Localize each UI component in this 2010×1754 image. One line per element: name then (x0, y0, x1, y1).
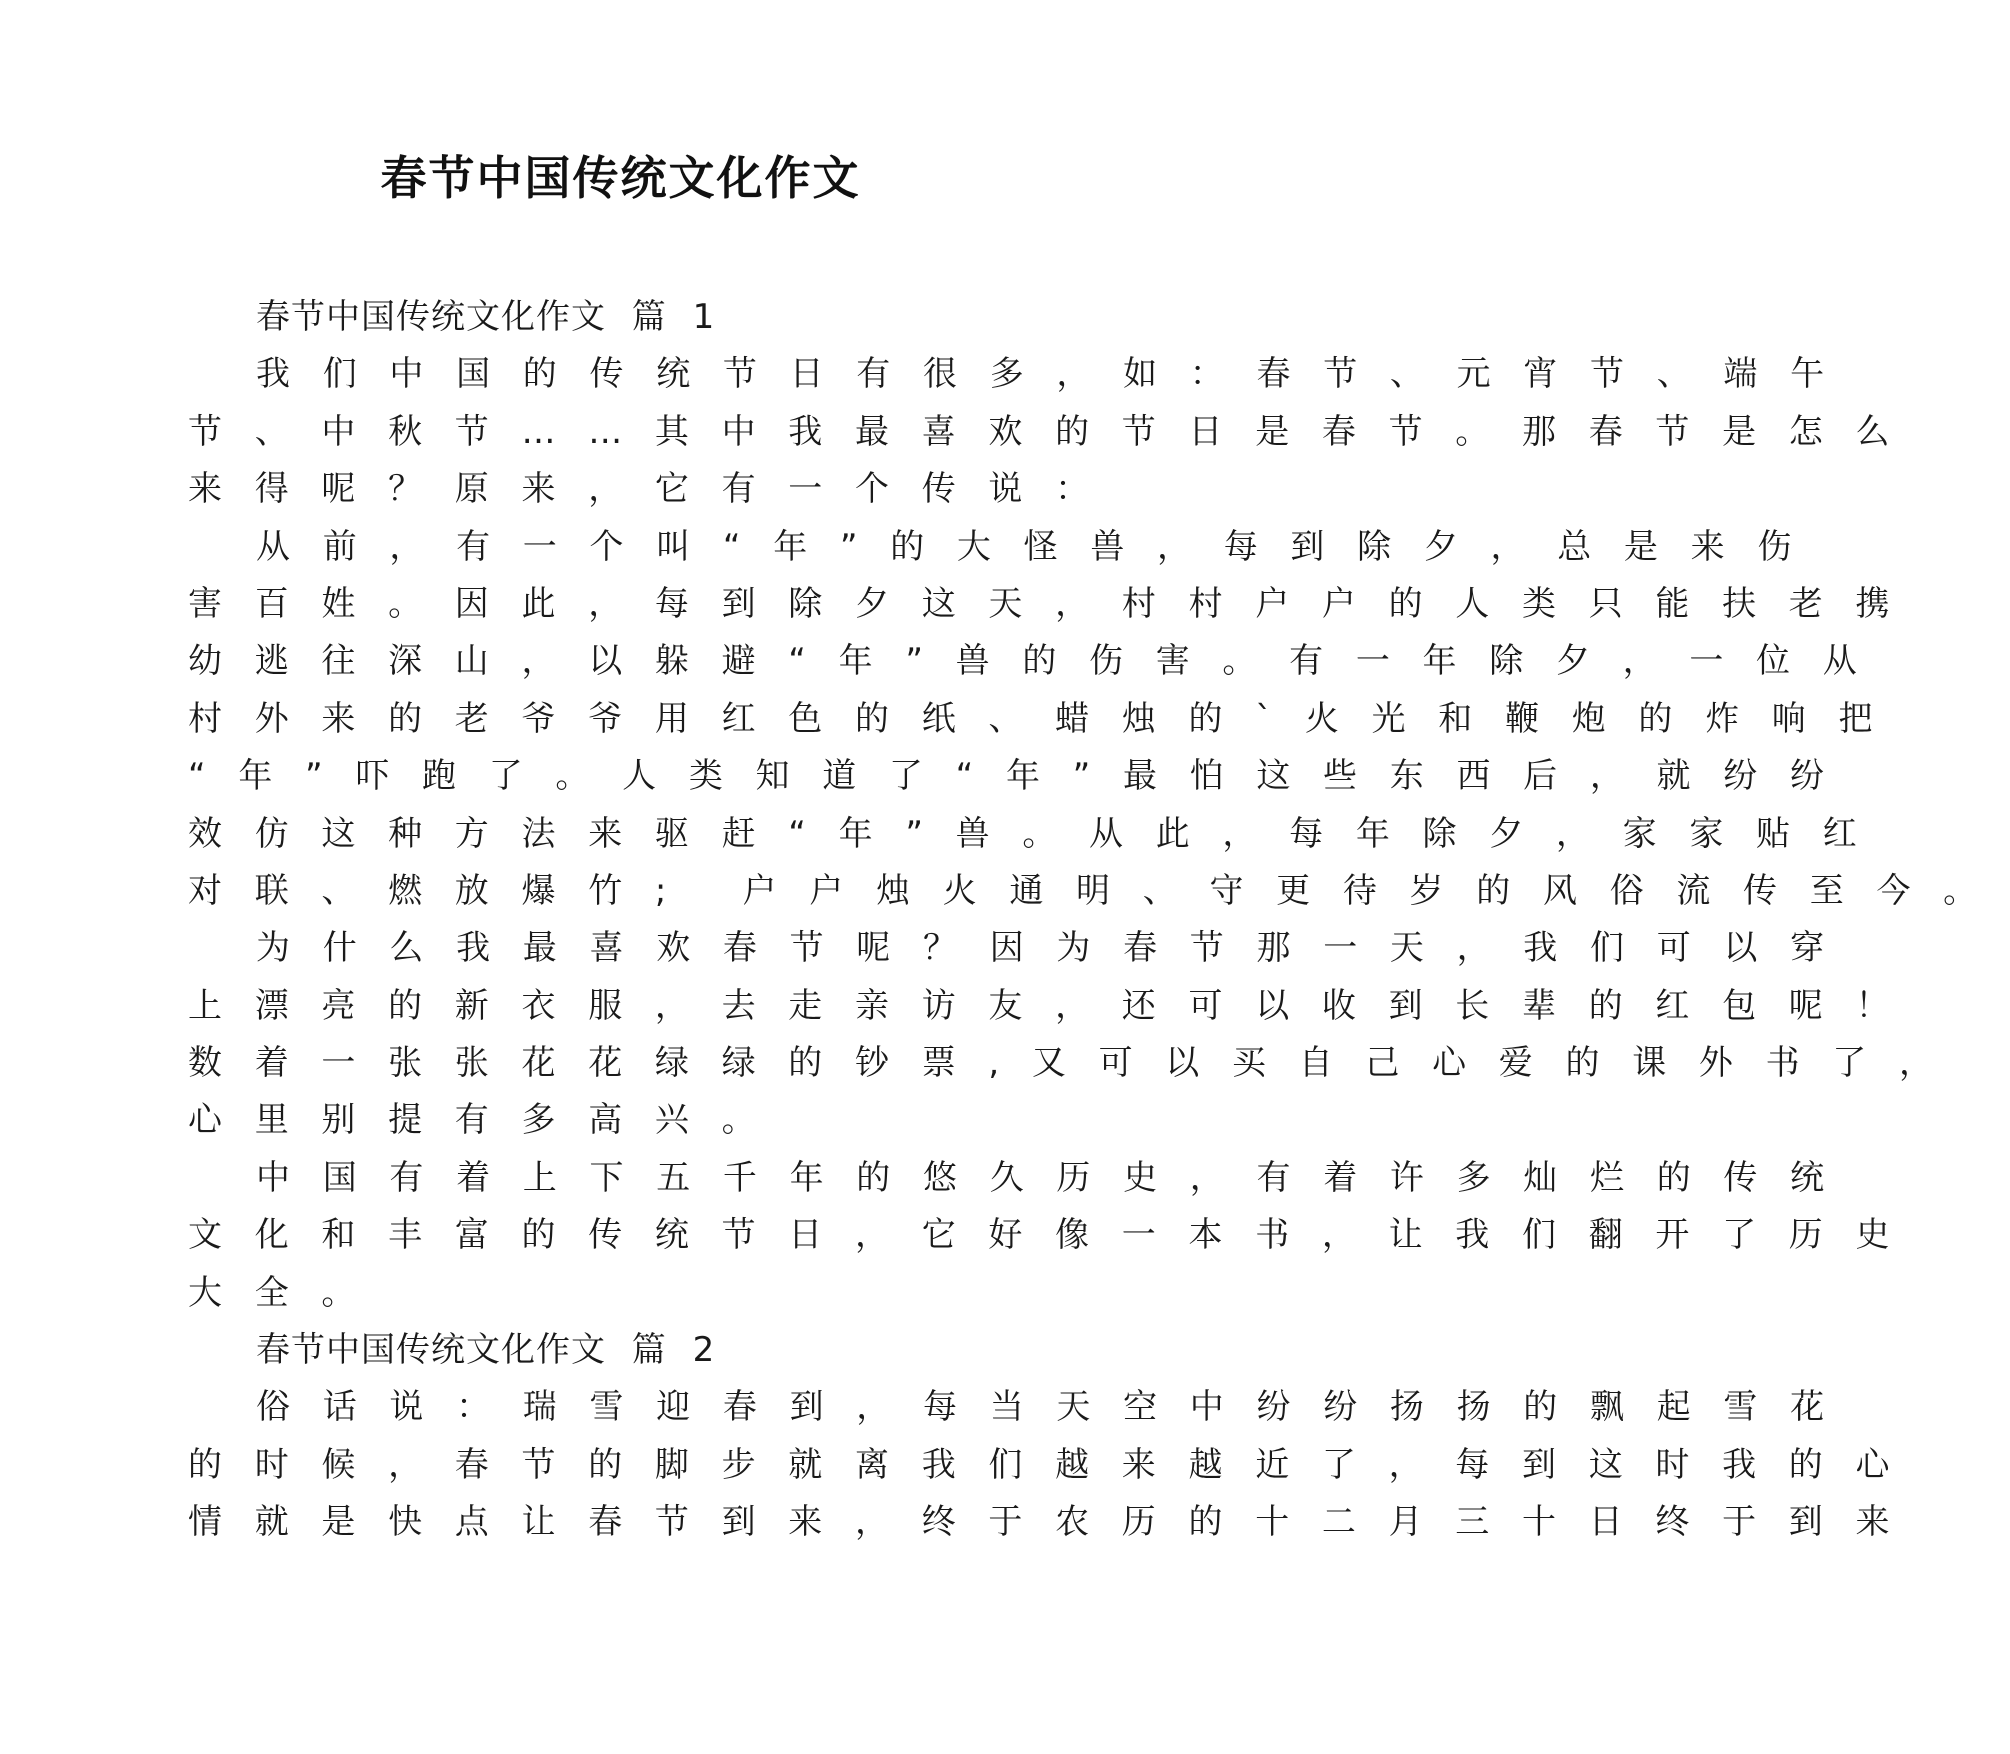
paragraph-line: 大全。 (188, 1272, 389, 1313)
paragraph-line: 中国有着上下五千年的悠久历史，有着许多灿烂的传统 (256, 1157, 1857, 1198)
paragraph-line: 的时候，春节的脚步就离我们越来越近了，每到这时我的心 (188, 1444, 1923, 1485)
paragraph-line: 我们中国的传统节日有很多，如：春节、元宵节、端午 (256, 354, 1857, 395)
paragraph-line: 情就是快点让春节到来，终于农历的十二月三十日终于到来 (188, 1502, 1923, 1543)
paragraph-line: 为什么我最喜欢春节呢？因为春节那一天，我们可以穿 (256, 928, 1857, 969)
paragraph-line: 从前，有一个叫“年”的大怪兽，每到除夕，总是来伤 (256, 526, 1825, 567)
section-heading-2: 春节中国传统文化作文 篇 2 (256, 1330, 716, 1371)
paragraph-line: 对联、燃放爆竹; 户户烛火通明、守更待岁的风俗流传至今。 (188, 870, 2010, 911)
paragraph-line: “年”吓跑了。人类知道了“年”最怕这些东西后，就纷纷 (188, 756, 1857, 797)
paragraph-line: 心里别提有多高兴。 (188, 1100, 789, 1141)
paragraph-line: 害百姓。因此，每到除夕这天，村村户户的人类只能扶老携 (188, 583, 1923, 624)
paragraph-line: 幼逃往深山，以躲避“年”兽的伤害。有一年除夕，一位从 (188, 641, 1890, 682)
paragraph-line: 俗话说：瑞雪迎春到，每当天空中纷纷扬扬的飘起雪花 (256, 1387, 1857, 1428)
paragraph-line: 节、中秋节……其中我最喜欢的节日是春节。那春节是怎么 (188, 411, 1923, 452)
paragraph-line: 数着一张张花花绿绿的钞票,又可以买自己心爱的课外书了， (188, 1043, 1966, 1084)
paragraph-line: 村外来的老爷爷用红色的纸、蜡烛的`火光和鞭炮的炸响把 (188, 698, 1906, 739)
paragraph-line: 效仿这种方法来驱赶“年”兽。从此，每年除夕，家家贴红 (188, 813, 1890, 854)
paragraph-line: 文化和丰富的传统节日，它好像一本书，让我们翻开了历史 (188, 1215, 1923, 1256)
section-heading-1: 春节中国传统文化作文 篇 1 (256, 297, 716, 337)
document-title: 春节中国传统文化作文 (380, 151, 861, 205)
paragraph-line: 来得呢？原来，它有一个传说： (188, 469, 1122, 510)
paragraph-line: 上漂亮的新衣服，去走亲访友，还可以收到长辈的红包呢！ (188, 985, 1923, 1026)
document-body (188, 289, 2010, 1552)
